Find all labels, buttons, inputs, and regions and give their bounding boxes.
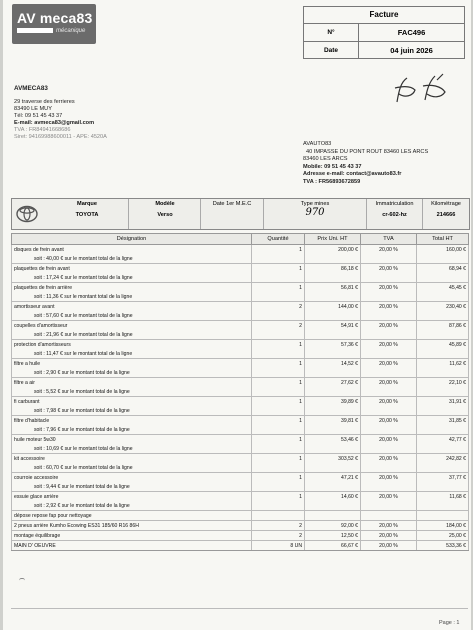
empty-cell (305, 406, 361, 416)
empty-cell (417, 406, 469, 416)
item-total: 42,77 € (417, 435, 469, 445)
company-address-block (14, 85, 107, 141)
empty-cell (305, 501, 361, 511)
item-unit-price: 200,00 € (305, 245, 361, 255)
item-unit-price: 12,50 € (305, 531, 361, 541)
item-quantity: 1 (252, 283, 305, 293)
item-unit-price: 303,52 € (305, 454, 361, 464)
table-row (12, 397, 469, 407)
empty-cell (252, 501, 305, 511)
item-total: 87,86 € (417, 321, 469, 331)
empty-cell (417, 273, 469, 283)
table-subrow (12, 406, 469, 416)
item-total: 11,68 € (417, 492, 469, 502)
table-subrow (12, 425, 469, 435)
item-designation: amortisseur avant (12, 302, 252, 312)
item-quantity: 1 (252, 264, 305, 274)
empty-cell (361, 349, 417, 359)
item-tva: 20,00 % (361, 283, 417, 293)
invoice-number-row (304, 24, 464, 42)
item-tva: 20,00 % (361, 473, 417, 483)
empty-cell (361, 330, 417, 340)
item-quantity (252, 511, 305, 521)
vehicle-registration-value: cr-602-hz (382, 212, 407, 218)
table-row (12, 531, 469, 541)
item-unit-price: 54,91 € (305, 321, 361, 331)
empty-cell (252, 425, 305, 435)
vehicle-mileage-value: 214666 (436, 212, 456, 218)
item-designation: plaquettes de frein avant (12, 264, 252, 274)
item-quantity: 1 (252, 245, 305, 255)
empty-cell (361, 444, 417, 454)
company-siret: Siret: 94169988600011 - APE: 4520A (14, 134, 107, 140)
item-tva: 20,00 % (361, 264, 417, 274)
empty-cell (417, 425, 469, 435)
empty-cell (305, 273, 361, 283)
invoice-date: 04 juin 2026 (390, 46, 433, 55)
invoice-number-label: N° (304, 24, 359, 41)
table-row (12, 264, 469, 274)
table-subrow (12, 387, 469, 397)
empty-cell (361, 501, 417, 511)
item-unit-price (305, 511, 361, 521)
item-tax-note: soit : 60,70 € sur le montant total de la ligne (12, 463, 252, 473)
customer-tva: TVA : FR56893672859 (303, 178, 361, 185)
item-total: 230,40 € (417, 302, 469, 312)
item-quantity: 1 (252, 416, 305, 426)
table-subrow (12, 273, 469, 283)
item-unit-price: 57,36 € (305, 340, 361, 350)
table-subrow (12, 254, 469, 264)
company-logo (12, 4, 96, 44)
item-quantity: 2 (252, 302, 305, 312)
empty-cell (252, 387, 305, 397)
item-designation: filtre d'habitacle (12, 416, 252, 426)
empty-cell (417, 444, 469, 454)
item-designation: protection d'amortisseurs (12, 340, 252, 350)
item-quantity: 1 (252, 473, 305, 483)
logo-bar (17, 28, 53, 33)
logo-subtitle: mécanique (56, 28, 86, 34)
item-tva: 20,00 % (361, 531, 417, 541)
table-row (12, 283, 469, 293)
item-total: 160,00 € (417, 245, 469, 255)
item-tax-note: soit : 2,90 € sur le montant total de la ligne (12, 368, 252, 378)
company-street: 29 traverse des ferrieres (14, 99, 75, 105)
customer-email: Adresse e-mail: contact@avauto83.fr (303, 171, 402, 178)
vehicle-model-value: Verso (157, 212, 173, 218)
item-total: 242,82 € (417, 454, 469, 464)
customer-address-block (303, 141, 428, 187)
company-name: AVMECA83 (14, 85, 48, 92)
item-quantity: 8 UN (252, 541, 305, 551)
vehicle-brand-label: Marque (77, 201, 97, 207)
vehicle-type-value: 970 (305, 207, 325, 218)
empty-cell (417, 463, 469, 473)
item-designation: fi carburant (12, 397, 252, 407)
invoice-header-box (303, 6, 465, 59)
empty-cell (252, 444, 305, 454)
empty-cell (417, 254, 469, 264)
item-designation: 2 pneus arrière Kumho Ecowing ES31 185/60 R16 86H (12, 521, 252, 531)
invoice-date-label: Date (304, 42, 359, 59)
table-subrow (12, 482, 469, 492)
item-tax-note: soit : 2,92 € sur le montant total de la ligne (12, 501, 252, 511)
item-tax-note: soit : 17,24 € sur le montant total de la ligne (12, 273, 252, 283)
item-quantity: 2 (252, 531, 305, 541)
item-unit-price: 92,00 € (305, 521, 361, 531)
item-designation: dépose repose fap pour nettoyage (12, 511, 252, 521)
item-designation: montage équilibrage (12, 531, 252, 541)
empty-cell (361, 482, 417, 492)
item-tax-note: soit : 21,96 € sur le montant total de la ligne (12, 330, 252, 340)
empty-cell (305, 387, 361, 397)
item-total: 31,91 € (417, 397, 469, 407)
item-total: 37,77 € (417, 473, 469, 483)
item-unit-price: 39,89 € (305, 397, 361, 407)
empty-cell (417, 368, 469, 378)
item-total: 31,85 € (417, 416, 469, 426)
table-subrow (12, 349, 469, 359)
item-tva: 20,00 % (361, 245, 417, 255)
item-tva: 20,00 % (361, 541, 417, 551)
item-tax-note: soit : 11,36 € sur le montant total de la ligne (12, 292, 252, 302)
item-designation: filtre a huile (12, 359, 252, 369)
empty-cell (361, 292, 417, 302)
item-total: 184,00 € (417, 521, 469, 531)
item-quantity: 1 (252, 340, 305, 350)
empty-cell (305, 311, 361, 321)
item-quantity: 2 (252, 321, 305, 331)
company-phone: Tél: 09 51 45 43 37 (14, 113, 63, 119)
col-quantity: Quantité (252, 234, 305, 245)
customer-mobile: Mobile: 09 51 45 43 37 (303, 163, 362, 170)
table-subrow (12, 501, 469, 511)
item-tva: 20,00 % (361, 492, 417, 502)
empty-cell (252, 273, 305, 283)
item-quantity: 1 (252, 359, 305, 369)
item-designation: kit accessoire (12, 454, 252, 464)
empty-cell (252, 292, 305, 302)
table-header-row (12, 234, 469, 245)
empty-cell (361, 311, 417, 321)
empty-cell (305, 444, 361, 454)
item-total: 25,00 € (417, 531, 469, 541)
empty-cell (417, 330, 469, 340)
logo-brand: AV meca83 (17, 10, 93, 26)
table-row (12, 378, 469, 388)
empty-cell (305, 254, 361, 264)
item-designation: plaquettes de frein arrière (12, 283, 252, 293)
toyota-logo-icon (16, 205, 38, 223)
item-tax-note: soit : 40,00 € sur le montant total de la ligne (12, 254, 252, 264)
vehicle-type-mines (264, 201, 366, 218)
item-total: 11,62 € (417, 359, 469, 369)
col-total: Total HT (417, 234, 469, 245)
invoice-title: Facture (304, 7, 464, 24)
footer-divider (11, 608, 468, 609)
empty-cell (417, 501, 469, 511)
vehicle-registration (367, 201, 422, 218)
empty-cell (417, 292, 469, 302)
empty-cell (305, 368, 361, 378)
item-quantity: 1 (252, 492, 305, 502)
col-designation: Désignation (12, 234, 252, 245)
table-row (12, 492, 469, 502)
empty-cell (361, 387, 417, 397)
empty-cell (305, 349, 361, 359)
vehicle-date-label: Date 1er M.E.C (212, 201, 252, 207)
vehicle-model-label: Modèle (155, 201, 175, 207)
vehicle-first-registration (201, 201, 263, 212)
table-row (12, 541, 469, 551)
empty-cell (417, 387, 469, 397)
empty-cell (305, 463, 361, 473)
table-row (12, 245, 469, 255)
table-row (12, 511, 469, 521)
item-designation: huile moteur 5w30 (12, 435, 252, 445)
table-subrow (12, 330, 469, 340)
item-tax-note: soit : 5,52 € sur le montant total de la ligne (12, 387, 252, 397)
table-row (12, 454, 469, 464)
empty-cell (252, 349, 305, 359)
customer-street: 40 IMPASSE DU PONT ROUT 83460 LES ARCS (306, 148, 429, 155)
scan-mark (19, 578, 25, 583)
item-tax-note: soit : 7,98 € sur le montant total de la ligne (12, 406, 252, 416)
empty-cell (417, 349, 469, 359)
item-quantity: 2 (252, 521, 305, 531)
empty-cell (252, 330, 305, 340)
vehicle-brand-value: TOYOTA (75, 212, 99, 218)
item-quantity: 1 (252, 454, 305, 464)
invoice-date-row (304, 42, 464, 59)
empty-cell (417, 311, 469, 321)
customer-city: 83460 LES ARCS (303, 156, 348, 163)
empty-cell (361, 368, 417, 378)
table-subrow (12, 292, 469, 302)
empty-cell (252, 311, 305, 321)
item-unit-price: 27,62 € (305, 378, 361, 388)
vehicle-registration-label: Immatriculation (375, 201, 414, 207)
table-row (12, 435, 469, 445)
empty-cell (252, 254, 305, 264)
empty-cell (305, 425, 361, 435)
item-unit-price: 14,52 € (305, 359, 361, 369)
table-row (12, 416, 469, 426)
item-unit-price: 86,18 € (305, 264, 361, 274)
table-subrow (12, 463, 469, 473)
item-total: 22,10 € (417, 378, 469, 388)
item-designation: courroie accessoire (12, 473, 252, 483)
item-tax-note: soit : 9,44 € sur le montant total de la ligne (12, 482, 252, 492)
empty-cell (361, 254, 417, 264)
item-unit-price: 66,67 € (305, 541, 361, 551)
invoice-number: FAC496 (397, 28, 426, 37)
item-tax-note: soit : 11,47 € sur le montant total de la ligne (12, 349, 252, 359)
vehicle-info-bar (11, 198, 470, 230)
vehicle-type-label: Type mines (300, 201, 330, 207)
item-unit-price: 53,46 € (305, 435, 361, 445)
table-row (12, 340, 469, 350)
invoice-page (3, 0, 471, 630)
item-tva: 20,00 % (361, 435, 417, 445)
item-tva: 20,00 % (361, 521, 417, 531)
table-row (12, 321, 469, 331)
handwritten-signature (391, 72, 451, 110)
empty-cell (252, 368, 305, 378)
vehicle-mileage-label: Kilométrage (431, 201, 461, 207)
item-tva: 20,00 % (361, 340, 417, 350)
item-total: 45,45 € (417, 283, 469, 293)
empty-cell (305, 482, 361, 492)
table-row (12, 359, 469, 369)
item-quantity: 1 (252, 435, 305, 445)
item-quantity: 1 (252, 378, 305, 388)
item-unit-price: 56,81 € (305, 283, 361, 293)
item-total (417, 511, 469, 521)
item-tva: 20,00 % (361, 321, 417, 331)
item-tax-note: soit : 10,69 € sur le montant total de la ligne (12, 444, 252, 454)
item-total: 68,94 € (417, 264, 469, 274)
item-tva: 20,00 % (361, 302, 417, 312)
item-tva: 20,00 % (361, 359, 417, 369)
empty-cell (252, 406, 305, 416)
empty-cell (252, 463, 305, 473)
vehicle-model (130, 201, 200, 218)
empty-cell (417, 482, 469, 492)
empty-cell (252, 482, 305, 492)
item-tax-note: soit : 7,96 € sur le montant total de la ligne (12, 425, 252, 435)
empty-cell (361, 406, 417, 416)
customer-name: AVAUTO83 (303, 141, 332, 147)
item-total: 45,89 € (417, 340, 469, 350)
table-subrow (12, 311, 469, 321)
item-quantity: 1 (252, 397, 305, 407)
item-designation: essuie glace arrière (12, 492, 252, 502)
item-tva: 20,00 % (361, 378, 417, 388)
item-unit-price: 39,81 € (305, 416, 361, 426)
col-unit-price: Prix Uni. HT (305, 234, 361, 245)
vehicle-mileage (423, 201, 469, 218)
item-designation: filtre a air (12, 378, 252, 388)
item-tax-note: soit : 57,60 € sur le montant total de la ligne (12, 311, 252, 321)
item-tva: 20,00 % (361, 454, 417, 464)
empty-cell (305, 292, 361, 302)
company-city: 83490 LE MUY (14, 106, 52, 112)
table-body (12, 245, 469, 551)
company-email: E-mail: avmeca83@gmail.com (14, 120, 95, 126)
invoice-items-table (11, 233, 469, 551)
company-tva: TVA : FR84941668686 (14, 127, 71, 133)
item-unit-price: 14,60 € (305, 492, 361, 502)
table-row (12, 521, 469, 531)
table-row (12, 473, 469, 483)
table-row (12, 302, 469, 312)
item-unit-price: 144,00 € (305, 302, 361, 312)
empty-cell (361, 463, 417, 473)
item-tva: 20,00 % (361, 397, 417, 407)
page-number: Page : 1 (439, 620, 460, 626)
empty-cell (361, 425, 417, 435)
item-tva: 20,00 % (361, 416, 417, 426)
empty-cell (361, 273, 417, 283)
col-tva: TVA (361, 234, 417, 245)
item-unit-price: 47,21 € (305, 473, 361, 483)
item-designation: coupelles d'amortisseur (12, 321, 252, 331)
empty-cell (305, 330, 361, 340)
item-tva (361, 511, 417, 521)
item-total: 533,36 € (417, 541, 469, 551)
table-subrow (12, 368, 469, 378)
table-subrow (12, 444, 469, 454)
item-designation: disques de frein avant (12, 245, 252, 255)
item-designation: MAIN D' OEUVRE (12, 541, 252, 551)
vehicle-brand (52, 201, 122, 218)
